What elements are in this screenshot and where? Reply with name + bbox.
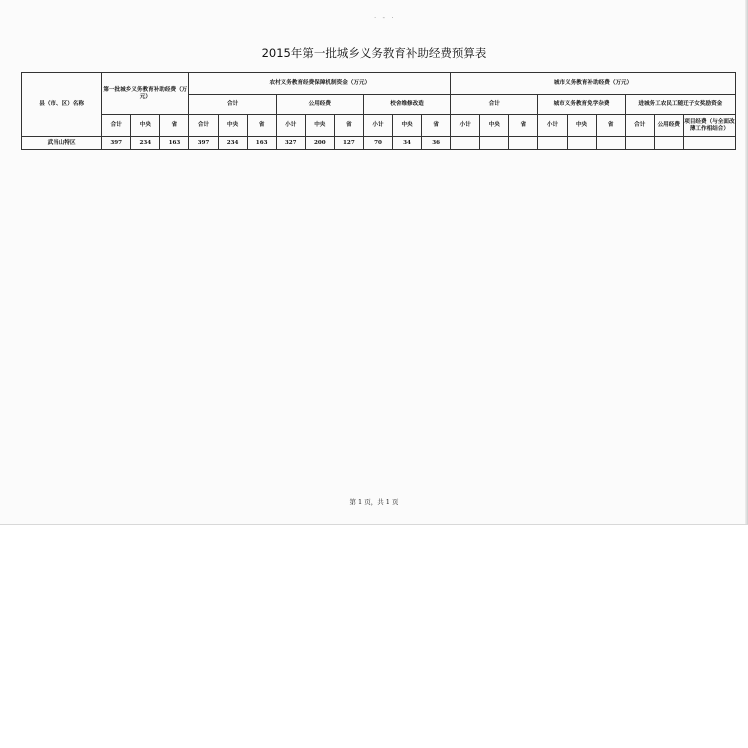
value-cell (480, 137, 509, 150)
col-header: 中央 (567, 115, 596, 137)
value-cell: 234 (131, 137, 160, 150)
col-header: 省 (509, 115, 538, 137)
value-cell: 34 (393, 137, 422, 150)
value-cell: 327 (276, 137, 305, 150)
county-name-header: 县（市、区）名称 (22, 73, 102, 137)
col-header: 省 (334, 115, 363, 137)
rural-fund-header: 农村义务教育经费保障机制资金（万元） (189, 73, 451, 95)
budget-table (21, 72, 736, 150)
urban-total-header: 合计 (451, 95, 538, 115)
value-cell (567, 137, 596, 150)
col-header: 省 (160, 115, 189, 137)
first-batch-header: 第一批城乡义务教育补助经费（万元） (102, 73, 189, 115)
table-row (22, 137, 736, 150)
col-header: 合计 (102, 115, 131, 137)
value-cell: 200 (305, 137, 334, 150)
value-cell: 36 (422, 137, 451, 150)
col-header: 省 (596, 115, 625, 137)
col-header: 合计 (625, 115, 654, 137)
col-header: 中央 (393, 115, 422, 137)
rural-total-header: 合计 (189, 95, 276, 115)
urban-migrant-header: 进城务工农民工随迁子女奖励资金 (625, 95, 735, 115)
value-cell (509, 137, 538, 150)
page-footer: 第 1 页，共 1 页 (349, 498, 399, 506)
rural-repair-header: 校舍维修改造 (363, 95, 450, 115)
value-cell: 397 (189, 137, 218, 150)
col-header: 小计 (538, 115, 567, 137)
col-header: 小计 (451, 115, 480, 137)
scan-mark: · - · (374, 14, 396, 22)
col-header: 中央 (131, 115, 160, 137)
col-header: 中央 (218, 115, 247, 137)
value-cell: 70 (363, 137, 392, 150)
col-header: 合计 (189, 115, 218, 137)
col-header: 小计 (276, 115, 305, 137)
value-cell (538, 137, 567, 150)
value-cell (625, 137, 654, 150)
value-cell: 163 (247, 137, 276, 150)
value-cell: 127 (334, 137, 363, 150)
value-cell (683, 137, 735, 150)
value-cell (654, 137, 683, 150)
col-header: 省 (422, 115, 451, 137)
col-header: 省 (247, 115, 276, 137)
value-cell: 163 (160, 137, 189, 150)
col-header: 项目经费（与全面改薄工作相结合） (683, 115, 735, 137)
value-cell: 397 (102, 137, 131, 150)
col-header: 中央 (305, 115, 334, 137)
col-header: 小计 (363, 115, 392, 137)
rural-public-header: 公用经费 (276, 95, 363, 115)
value-cell (596, 137, 625, 150)
value-cell (451, 137, 480, 150)
value-cell: 234 (218, 137, 247, 150)
col-header: 公用经费 (654, 115, 683, 137)
county-name-cell: 武当山特区 (22, 137, 102, 150)
urban-fee-header: 城市义务教育免学杂费 (538, 95, 625, 115)
col-header: 中央 (480, 115, 509, 137)
document-title: 2015年第一批城乡义务教育补助经费预算表 (261, 46, 487, 60)
urban-fund-header: 城市义务教育补助经费（万元） (451, 73, 736, 95)
